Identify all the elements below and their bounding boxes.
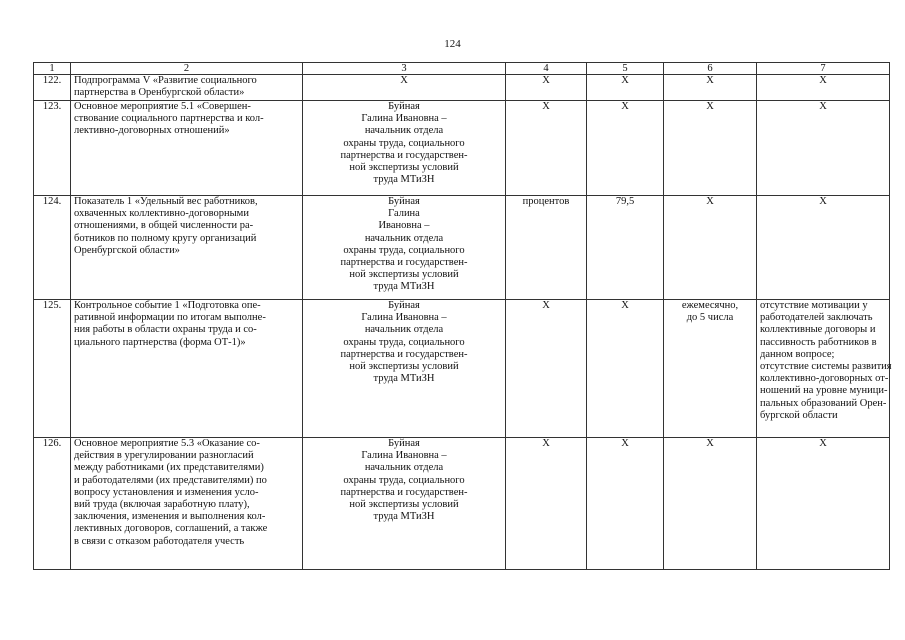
risk-cell <box>757 75 890 101</box>
responsible-person <box>303 196 506 300</box>
text-line: X <box>819 196 827 207</box>
text-line: Галина Ивановна – <box>361 113 447 125</box>
text-line: отношениями, в общей численности ра- <box>74 220 254 232</box>
text-line: отсутствие мотивации у <box>760 300 868 311</box>
cell-value: X <box>621 75 629 86</box>
risk-cell <box>757 196 890 300</box>
cell-value: X <box>542 300 550 311</box>
text-line: ной экспертизы условий <box>349 269 459 281</box>
row-name <box>71 196 303 300</box>
value-cell <box>587 101 664 196</box>
text-line: труда МТиЗН <box>373 281 435 293</box>
unit-cell <box>506 438 587 570</box>
text-line: Галина Ивановна – <box>361 312 447 324</box>
row-name <box>71 300 303 438</box>
cell-value: ежемесячно, до 5 числа <box>681 300 739 324</box>
text-line: ной экспертизы условий <box>349 162 459 174</box>
text-line: охваченных коллективно-договорными <box>74 208 249 220</box>
text-line: партнерства в Оренбургской области» <box>74 87 245 99</box>
text-line: ния работы в области охраны труда и со- <box>74 324 257 336</box>
text-line: партнерства и государствен- <box>340 149 468 161</box>
text-line: ной экспертизы условий <box>349 361 459 373</box>
text-line: Основное мероприятие 5.3 «Оказание со- <box>74 438 260 449</box>
text-line: X <box>400 75 408 86</box>
cell-value: 125. <box>42 300 62 311</box>
text-line: между работниками (их представителями) <box>74 462 264 474</box>
deadline-cell <box>664 75 757 101</box>
column-header: 7 <box>757 63 890 75</box>
text-line: начальник отдела <box>364 462 444 474</box>
text-line: коллективно-договорных от- <box>760 373 889 385</box>
text-line: X <box>819 101 827 112</box>
column-number-row <box>34 63 890 75</box>
responsible-person <box>303 438 506 570</box>
cell-value: 126. <box>42 438 62 449</box>
text-line: лективно-договорных отношений» <box>74 125 230 137</box>
text-line: действия в урегулировании разногласий <box>74 450 254 462</box>
text-line: ствование социального партнерства и кол- <box>74 113 264 125</box>
table-row <box>34 196 890 300</box>
unit-cell <box>506 300 587 438</box>
text-line: начальник отдела <box>364 324 444 336</box>
row-number <box>34 196 71 300</box>
responsible-person <box>303 75 506 101</box>
text-line: ной экспертизы условий <box>349 499 459 511</box>
text-line: ботников по полному кругу организаций <box>74 232 257 244</box>
text-line: данном вопросе; <box>760 348 835 360</box>
cell-value: 124. <box>42 196 62 207</box>
cell-value: X <box>621 101 629 112</box>
text-line: труда МТиЗН <box>373 174 435 186</box>
table-row <box>34 101 890 196</box>
text-line: Контрольное событие 1 «Подготовка опе- <box>74 300 261 311</box>
text-line: охраны труда, социального <box>343 244 465 256</box>
cell-value: X <box>706 101 714 112</box>
cell-value: X <box>542 101 550 112</box>
text-line: начальник отдела <box>364 125 444 137</box>
text-line: Оренбургской области» <box>74 244 180 256</box>
value-cell <box>587 75 664 101</box>
column-header: 4 <box>506 63 587 75</box>
text-line: охраны труда, социального <box>343 474 465 486</box>
row-name <box>71 75 303 101</box>
text-line: заключения, изменения и выполнения кол- <box>74 511 266 523</box>
row-number <box>34 75 71 101</box>
text-line: бургской области <box>760 409 838 421</box>
row-name <box>71 101 303 196</box>
text-line: Галина <box>388 208 420 220</box>
value-cell <box>587 196 664 300</box>
program-table <box>33 62 890 570</box>
deadline-cell <box>664 196 757 300</box>
text-line: Буйная <box>388 101 420 112</box>
text-line: циального партнерства (форма ОТ-1)» <box>74 336 246 348</box>
text-line: Буйная <box>388 438 420 449</box>
risk-cell <box>757 101 890 196</box>
text-line: пассивность работников в <box>760 336 877 348</box>
value-cell <box>587 438 664 570</box>
risk-cell <box>757 438 890 570</box>
responsible-person <box>303 300 506 438</box>
column-header: 1 <box>34 63 71 75</box>
text-line: Ивановна – <box>378 220 430 232</box>
unit-cell <box>506 75 587 101</box>
text-line: пальных образований Орен- <box>760 397 887 409</box>
text-line: ративной информации по итогам выполне- <box>74 312 266 324</box>
row-number <box>34 101 71 196</box>
text-line: начальник отдела <box>364 232 444 244</box>
text-line: труда МТиЗН <box>373 373 435 385</box>
text-line: охраны труда, социального <box>343 137 465 149</box>
text-line: X <box>819 75 827 86</box>
table-row <box>34 438 890 570</box>
table-row <box>34 300 890 438</box>
column-header: 5 <box>587 63 664 75</box>
text-line: вий труда (включая заработную плату), <box>74 499 250 511</box>
text-line: Буйная <box>388 196 420 207</box>
text-line: ношений на уровне муници- <box>760 385 888 397</box>
text-line: Галина Ивановна – <box>361 450 447 462</box>
page-number: 124 <box>444 38 461 50</box>
cell-value: 123. <box>42 101 62 112</box>
responsible-person <box>303 101 506 196</box>
text-line: лективных договоров, соглашений, а также <box>74 523 268 535</box>
cell-value: X <box>621 438 629 449</box>
cell-value: 79,5 <box>615 196 635 207</box>
cell-value: X <box>706 196 714 207</box>
text-line: партнерства и государствен- <box>340 348 468 360</box>
text-line: охраны труда, социального <box>343 336 465 348</box>
unit-cell <box>506 101 587 196</box>
text-line: труда МТиЗН <box>373 511 435 523</box>
column-header: 3 <box>303 63 506 75</box>
cell-value: X <box>621 300 629 311</box>
value-cell <box>587 300 664 438</box>
column-header: 6 <box>664 63 757 75</box>
text-line: Буйная <box>388 300 420 311</box>
text-line: коллективные договоры и <box>760 324 876 336</box>
row-number <box>34 438 71 570</box>
cell-value: 122. <box>42 75 62 86</box>
risk-cell <box>757 300 890 438</box>
deadline-cell <box>664 438 757 570</box>
cell-value: X <box>542 438 550 449</box>
text-line: партнерства и государствен- <box>340 257 468 269</box>
text-line: работодателей заключать <box>760 312 873 324</box>
text-line: отсутствие системы развития <box>760 361 892 373</box>
deadline-cell <box>664 300 757 438</box>
text-line: вопросу установления и изменения усло- <box>74 486 259 498</box>
text-line: Подпрограмма V «Развитие социального <box>74 75 257 86</box>
cell-value: X <box>706 75 714 86</box>
text-line: Показатель 1 «Удельный вес работников, <box>74 196 258 207</box>
text-line: и работодателями (их представителями) по <box>74 474 267 486</box>
unit-cell <box>506 196 587 300</box>
text-line: Основное мероприятие 5.1 «Совершен- <box>74 101 251 112</box>
deadline-cell <box>664 101 757 196</box>
cell-value: X <box>706 438 714 449</box>
row-name <box>71 438 303 570</box>
text-line: партнерства и государствен- <box>340 486 468 498</box>
column-header: 2 <box>71 63 303 75</box>
row-number <box>34 300 71 438</box>
cell-value: X <box>542 75 550 86</box>
text-line: в связи с отказом работодателя учесть <box>74 535 245 547</box>
table-row <box>34 75 890 101</box>
cell-value: процентов <box>522 196 570 207</box>
text-line: X <box>819 438 827 449</box>
